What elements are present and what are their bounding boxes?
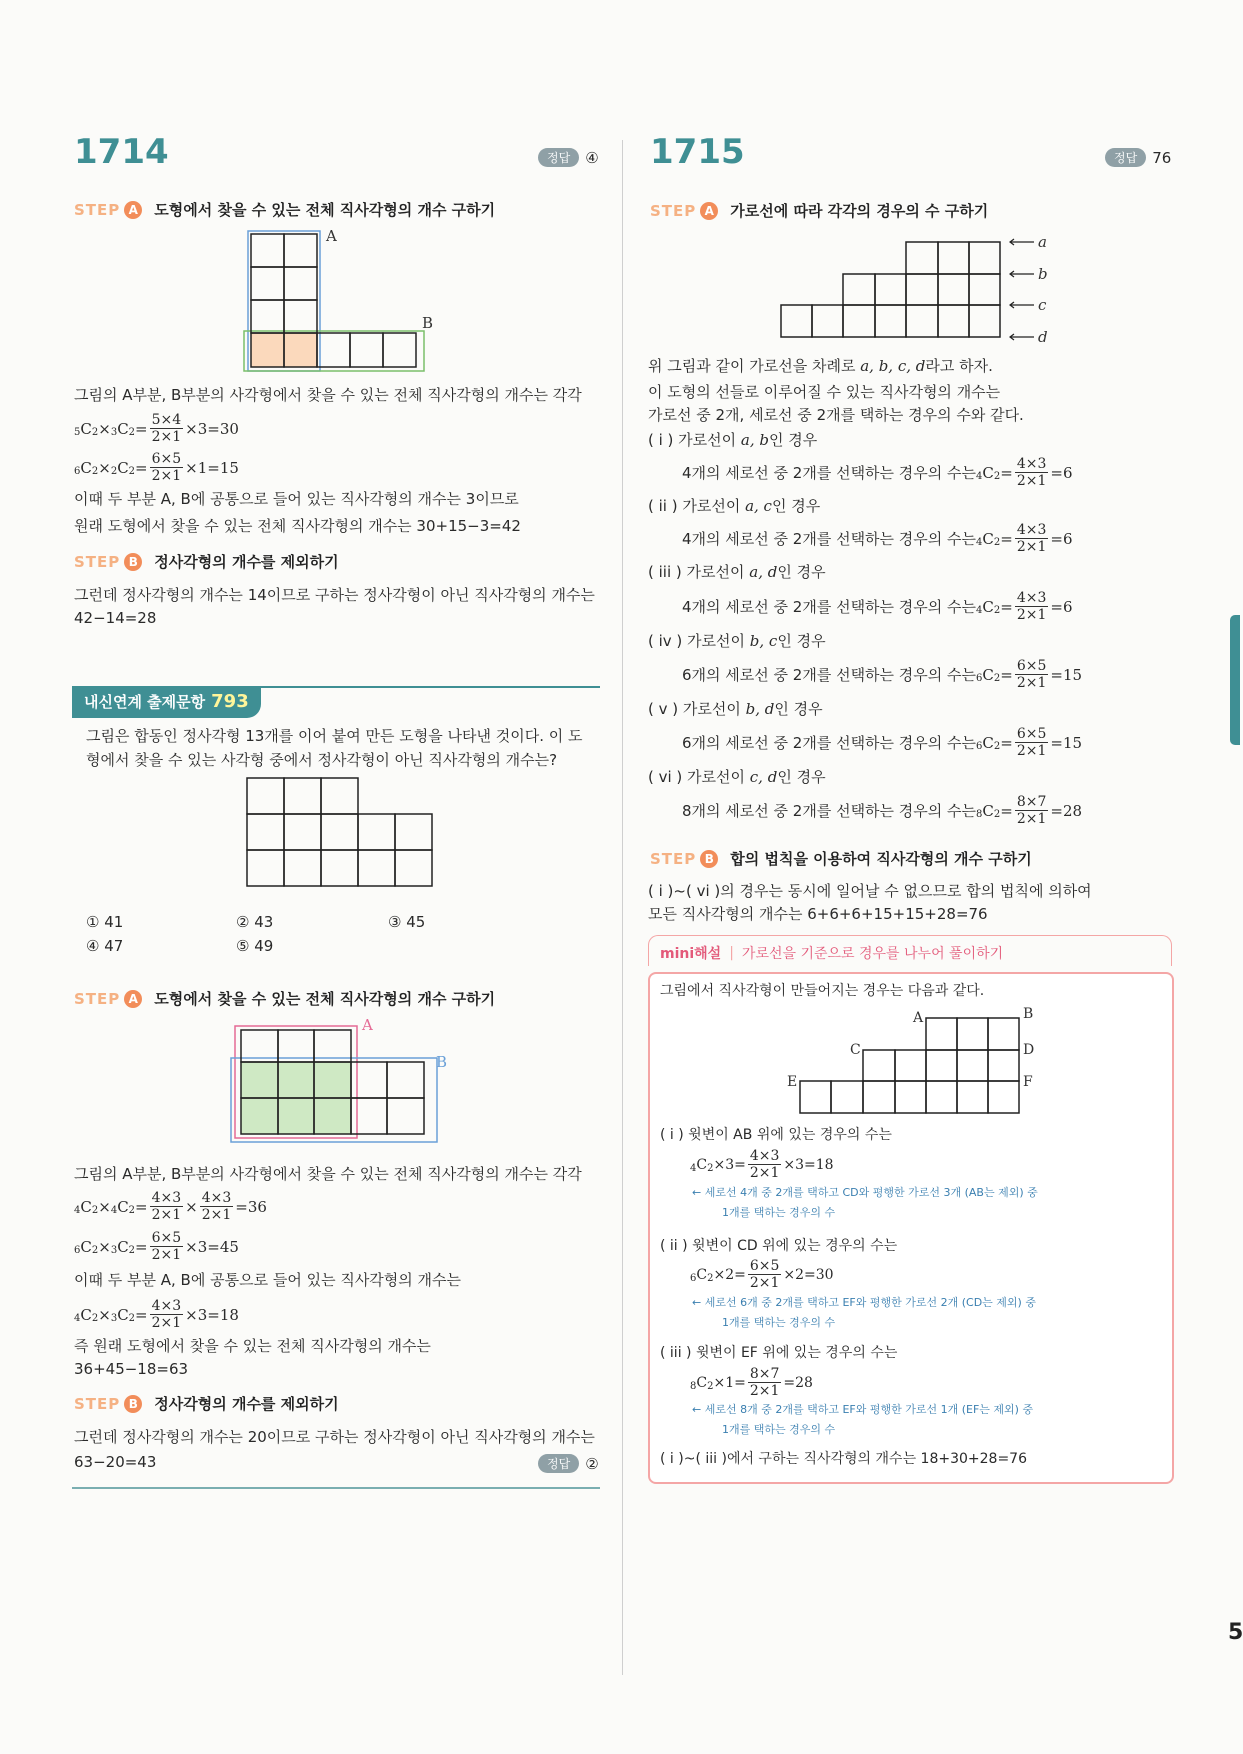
mini-note-3b: 1개를 택하는 경우의 수 bbox=[722, 1423, 836, 1436]
intro-line-1: 위 그림과 같이 가로선을 차례로 a, b, c, d라고 하자. bbox=[648, 357, 993, 375]
section-end-line bbox=[72, 1487, 600, 1489]
mini-note-3a: ← 세로선 8개 중 2개를 택하고 EF와 평행한 가로선 1개 (EF는 제외) 중 bbox=[692, 1403, 1034, 1416]
case-4-head: ( iv ) 가로선이 b, c인 경우 bbox=[648, 632, 826, 650]
step-b-heading: STEP B 정사각형의 개수를 제외하기 bbox=[74, 552, 339, 571]
text-793-4: 36+45−18=63 bbox=[74, 1360, 189, 1378]
intro-line-3: 가로선 중 2개, 세로선 중 2개를 택하는 경우의 수와 같다. bbox=[648, 406, 1024, 424]
mini-case-3-formula: 8 C 2 ×1= $\frac{8\times 7}{2\times 1}$ =28 bbox=[690, 1366, 813, 1399]
text-1714-2: 이때 두 부분 A, B에 공통으로 들어 있는 직사각형의 개수는 3이므로 bbox=[74, 490, 519, 508]
sum-line-1: ( i )~( vi )의 경우는 동시에 일어날 수 없으므로 합의 법칙에 의하여 bbox=[648, 882, 1092, 900]
mini-case-1-formula: 4 C 2 ×3= $\frac{4\times 3}{2\times 1}$ ×3=18 bbox=[690, 1148, 834, 1181]
answer2-label: 정답 bbox=[538, 1454, 579, 1473]
case-2-detail: 4개의 세로선 중 2개를 선택하는 경우의 수는 4 C 2 = $\frac{4\times 3}{2\times 1}$ =6 bbox=[682, 522, 1073, 555]
figure-1714 bbox=[240, 228, 440, 378]
choice-5[interactable]: ⑤ 49 bbox=[236, 937, 274, 955]
text-793-3: 즉 원래 도형에서 찾을 수 있는 전체 직사각형의 개수는 bbox=[74, 1337, 431, 1355]
problem-number-1715: 1715 bbox=[650, 132, 745, 172]
related-problem-banner bbox=[72, 686, 600, 716]
mini-case-3: ( iii ) 윗변이 EF 위에 있는 경우의 수는 bbox=[660, 1345, 898, 1361]
svg-text:B: B bbox=[436, 1053, 448, 1071]
svg-text:c: c bbox=[1038, 296, 1047, 314]
answer-tag-1714 bbox=[538, 148, 599, 167]
question-line-2: 형에서 찾을 수 있는 사각형 중에서 정사각형이 아닌 직사각형의 개수는? bbox=[86, 751, 558, 769]
text-793-5: 그런데 정사각형의 개수는 20이므로 구하는 정사각형이 아닌 직사각형의 개수는 bbox=[74, 1428, 595, 1446]
case-5-detail: 6개의 세로선 중 2개를 선택하는 경우의 수는 6 C 2 = $\frac{6\times 5}{2\times 1}$ =15 bbox=[682, 726, 1083, 759]
step2-a-heading: STEP A 도형에서 찾을 수 있는 전체 직사각형의 개수 구하기 bbox=[74, 989, 496, 1008]
case-1-detail: 4개의 세로선 중 2개를 선택하는 경우의 수는 4 C 2 = $\frac{4\times 3}{2\times 1}$ =6 bbox=[682, 456, 1073, 489]
text-1714-5: 42−14=28 bbox=[74, 609, 157, 627]
step-a-heading-1715: STEP A 가로선에 따라 각각의 경우의 수 구하기 bbox=[650, 201, 989, 220]
svg-text:A: A bbox=[913, 1010, 924, 1026]
answer-value: ④ bbox=[585, 148, 599, 167]
answer-tag-1715 bbox=[1105, 148, 1171, 167]
text-1714-3: 원래 도형에서 찾을 수 있는 전체 직사각형의 개수는 30+15−3=42 bbox=[74, 517, 521, 535]
mini-note-2a: ← 세로선 6개 중 2개를 택하고 EF와 평행한 가로선 2개 (CD는 제외) 중 bbox=[692, 1296, 1036, 1309]
column-divider bbox=[622, 140, 623, 1675]
svg-text:C: C bbox=[850, 1042, 861, 1058]
step-b-heading-1715: STEP B 합의 법칙을 이용하여 직사각형의 개수 구하기 bbox=[650, 849, 1032, 868]
mini-solution-title: mini해설 | 가로선을 기준으로 경우를 나누어 풀이하기 bbox=[660, 945, 1004, 962]
svg-text:D: D bbox=[1023, 1042, 1035, 1058]
case-3-detail: 4개의 세로선 중 2개를 선택하는 경우의 수는 4 C 2 = $\frac{4\times 3}{2\times 1}$ =6 bbox=[682, 590, 1073, 623]
mini-note-1a: ← 세로선 4개 중 2개를 택하고 CD와 평행한 가로선 3개 (AB는 제외) 중 bbox=[692, 1186, 1038, 1199]
chapter-tab bbox=[1230, 615, 1240, 745]
case-4-detail: 6개의 세로선 중 2개를 선택하는 경우의 수는 6 C 2 = $\frac{6\times 5}{2\times 1}$ =15 bbox=[682, 658, 1083, 691]
case-1-head: ( i ) 가로선이 a, b인 경우 bbox=[648, 431, 818, 449]
svg-text:d: d bbox=[1038, 328, 1048, 346]
svg-text:B: B bbox=[422, 314, 434, 332]
figure-1715 bbox=[776, 232, 1060, 344]
problem-number-1714: 1714 bbox=[74, 132, 169, 172]
question-line-1: 그림은 합동인 정사각형 13개를 이어 붙여 만든 도형을 나타낸 것이다. 이 도 bbox=[86, 727, 583, 745]
page-number: 5 bbox=[1228, 1620, 1243, 1645]
mini-case-2-formula: 6 C 2 ×2= $\frac{6\times 5}{2\times 1}$ ×2=30 bbox=[690, 1258, 834, 1291]
formula-793-3: 4 C 2 × 3 C 2 = $\frac{4\times 3}{2\times 1}$ ×3=18 bbox=[74, 1298, 239, 1331]
case-5-head: ( v ) 가로선이 b, d인 경우 bbox=[648, 700, 823, 718]
svg-text:E: E bbox=[787, 1074, 798, 1090]
text-793-1: 그림의 A부분, B부분의 사각형에서 찾을 수 있는 전체 직사각형의 개수는 각각 bbox=[74, 1165, 582, 1183]
choice-1[interactable]: ① 41 bbox=[86, 913, 124, 931]
svg-text:A: A bbox=[362, 1016, 373, 1034]
intro-line-2: 이 도형의 선들로 이루어질 수 있는 직사각형의 개수는 bbox=[648, 383, 1001, 401]
answer-tag-793 bbox=[538, 1454, 599, 1473]
text-793-2: 이때 두 부분 A, B에 공통으로 들어 있는 직사각형의 개수는 bbox=[74, 1271, 462, 1289]
formula-1714-1: 5 C 2 × 3 C 2 = $\frac{5\times 4}{2\times 1}$ ×3=30 bbox=[74, 412, 239, 445]
mini-note-1b: 1개를 택하는 경우의 수 bbox=[722, 1206, 836, 1219]
mini-figure bbox=[780, 1002, 1050, 1122]
text-793-6: 63−20=43 bbox=[74, 1453, 157, 1471]
case-6-head: ( vi ) 가로선이 c, d인 경우 bbox=[648, 768, 826, 786]
answer-value: 76 bbox=[1152, 148, 1172, 167]
choice-2[interactable]: ② 43 bbox=[236, 913, 274, 931]
text-1714-1: 그림의 A부분, B부분의 사각형에서 찾을 수 있는 전체 직사각형의 개수는 각각 bbox=[74, 386, 582, 404]
formula-1714-2: 6 C 2 × 2 C 2 = $\frac{6\times 5}{2\times 1}$ ×1=15 bbox=[74, 451, 239, 484]
step-a-heading: STEP A 도형에서 찾을 수 있는 전체 직사각형의 개수 구하기 bbox=[74, 200, 496, 219]
choice-4[interactable]: ④ 47 bbox=[86, 937, 124, 955]
mini-note-2b: 1개를 택하는 경우의 수 bbox=[722, 1316, 836, 1329]
svg-text:F: F bbox=[1023, 1074, 1033, 1090]
figure-793 bbox=[246, 776, 436, 892]
case-3-head: ( iii ) 가로선이 a, d인 경우 bbox=[648, 563, 826, 581]
svg-text:b: b bbox=[1038, 265, 1048, 283]
formula-793-1: 4 C 2 × 4 C 2 = $\frac{4\times 3}{2\times 1}$ × $\frac{4\times 3}{2\times 1}$ =36 bbox=[74, 1190, 267, 1223]
answer-label: 정답 bbox=[1105, 148, 1146, 167]
answer-label: 정답 bbox=[538, 148, 579, 167]
answer2-value: ② bbox=[585, 1454, 599, 1473]
mini-conclusion: ( i )~( iii )에서 구하는 직사각형의 개수는 18+30+28=76 bbox=[660, 1451, 1027, 1467]
mini-case-1: ( i ) 윗변이 AB 위에 있는 경우의 수는 bbox=[660, 1127, 892, 1143]
banner-tag: 내신연계 출제문항 793 bbox=[72, 686, 261, 718]
svg-text:A: A bbox=[326, 227, 337, 245]
case-6-detail: 8개의 세로선 중 2개를 선택하는 경우의 수는 8 C 2 = $\frac{8\times 7}{2\times 1}$ =28 bbox=[682, 794, 1083, 827]
formula-793-2: 6 C 2 × 3 C 2 = $\frac{6\times 5}{2\times 1}$ ×3=45 bbox=[74, 1230, 239, 1263]
mini-intro: 그림에서 직사각형이 만들어지는 경우는 다음과 같다. bbox=[660, 983, 985, 999]
choice-3[interactable]: ③ 45 bbox=[388, 913, 426, 931]
sum-line-2: 모든 직사각형의 개수는 6+6+6+15+15+28=76 bbox=[648, 905, 988, 923]
text-1714-4: 그런데 정사각형의 개수는 14이므로 구하는 정사각형이 아닌 직사각형의 개수는 bbox=[74, 586, 595, 604]
case-2-head: ( ii ) 가로선이 a, c인 경우 bbox=[648, 497, 821, 515]
step2-b-heading: STEP B 정사각형의 개수를 제외하기 bbox=[74, 1394, 339, 1413]
mini-case-2: ( ii ) 윗변이 CD 위에 있는 경우의 수는 bbox=[660, 1238, 898, 1254]
svg-text:a: a bbox=[1038, 233, 1047, 251]
figure-793-solution bbox=[226, 1012, 456, 1152]
svg-text:B: B bbox=[1023, 1006, 1034, 1022]
